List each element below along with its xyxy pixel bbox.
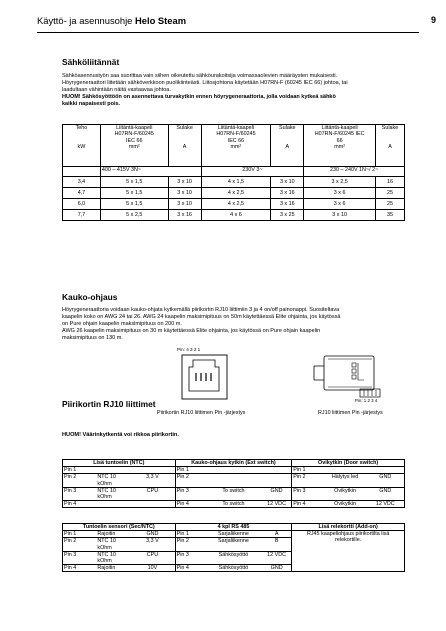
page-number: 9 bbox=[430, 15, 436, 25]
header-rule bbox=[37, 32, 419, 33]
electric-heading: Sähköliitännät bbox=[62, 57, 120, 67]
electric-line: Sähköasennustyön saa suorittaa vain siihen oikeutettu sähköurakoitsija voimassaolevien määräysten mukaisesti. bbox=[62, 73, 338, 79]
plug-caption: RJ10 liittimen Pin -järjestys bbox=[318, 410, 383, 416]
table-row: Pin 1 Pin 1 Pin 1 bbox=[63, 467, 405, 474]
remote-line: maksimipituus on 130 m. bbox=[62, 335, 123, 342]
voltage-cell: 230V 3~ bbox=[201, 167, 304, 177]
ntc-header: Lisä tuntoelin (NTC) bbox=[63, 460, 176, 467]
table-row: Pin 4 Rajoitin 10V Pin 4 Sähkösyöttö GND bbox=[63, 565, 405, 572]
pin-order-label: Pin: 1 2 3 4 bbox=[355, 398, 378, 403]
cable-header: Liitäntä-kaapeli H07RN-F/60245 IEC 66 mm² bbox=[201, 125, 271, 167]
cable-header: Liitäntä-kaapeli H07RN-F/60245 IEC 66 mm² bbox=[100, 125, 168, 167]
addon-description: RJ45 kaapeliohjaus piirikortilta lisä relekortille. bbox=[292, 531, 405, 572]
table-row: Pin 3 NTC 10 kOhm CPU Pin 3 To switch GND Pin 3 Ovikytkin GND bbox=[63, 487, 405, 500]
pin-table-1 bbox=[62, 459, 405, 508]
rs485-header: 4 kpl RS 485 bbox=[175, 524, 292, 531]
rj10-warning: HUOM! Väärinkytkentä voi rikkoa piirikortin. bbox=[62, 432, 179, 438]
remote-text bbox=[62, 307, 419, 342]
addon-header: Lisä relekortti (Add-on) bbox=[292, 524, 405, 531]
remote-line: on Pure ohjain kaapelin maksimipituus on 200 m. bbox=[62, 321, 182, 328]
fuse-header: Sulake A bbox=[376, 125, 405, 167]
electric-line: Höyrygeneraattori liitetään sähköverkkoon puolikiinteästi. Liitosjohtona käytetään H07RN-F (60245 IEC 66) johtoa, tai bbox=[62, 80, 348, 87]
pin-order-label: Pin: 4 3 2 1 bbox=[177, 347, 201, 352]
fuse-header: Sulake A bbox=[168, 125, 201, 167]
rj10-plug-figure bbox=[312, 352, 382, 400]
rj10-heading: Piirikortin RJ10 liittimet bbox=[62, 399, 156, 409]
remote-heading: Kauko-ohjaus bbox=[62, 292, 118, 302]
cable-header: Liitäntä-kaapeli H07RN-F/60245 IEC 66 mm² bbox=[304, 125, 376, 167]
remote-line: AWG 26 kaapelin maksimipituus on 30 m käytettäessä Elite ohjainta, jos käytössä on Pure ohjain kaapelin bbox=[62, 328, 321, 335]
table-row: Pin 3 NTC 10 kOhm CPU Pin 3 Sähkösyöttö 12 VDC bbox=[63, 551, 405, 564]
voltage-cell bbox=[63, 167, 101, 177]
table-row: 6,0 5 x 1,5 3 x 10 4 x 2,5 3 x 16 3 x 6 25 bbox=[63, 199, 405, 210]
table-row: Pin 1 Rajoitin GND Pin 1 Sarjaliikenne A RJ45 kaapeliohjaus piirikortilta lisä relekortille. bbox=[63, 531, 405, 538]
board-socket-caption: Piirikortin RJ10 liittimen Pin -järjestys bbox=[157, 410, 246, 416]
door-switch-header: Ovikytkin (Door switch) bbox=[292, 460, 405, 467]
remote-line: Höyrygeneraattoria voidaan kauko-ohjata kytkemällä piirikortin RJ10 liittimiin 3 ja 4 on/off painonappi. Suositeltava bbox=[62, 307, 340, 313]
board-socket-figure bbox=[175, 354, 235, 404]
table-row: 3,4 5 x 1,5 3 x 10 4 x 1,5 3 x 10 3 x 2,5 16 bbox=[63, 177, 405, 188]
table-row: Pin 2 NTC 10 kOhm 3,3 V Pin 2 Pin 2 Hälytys led GND bbox=[63, 474, 405, 487]
voltage-cell: 230 – 240V 1N~/ 2~ bbox=[304, 167, 405, 177]
electric-warning: HUOM! Sähkösyöttöön on asennettava turvakytkin ennen höyrygeneraattoria, jolla voidaan kytkeä sähkö bbox=[62, 94, 336, 101]
cable-table bbox=[62, 124, 405, 221]
electric-text bbox=[62, 73, 419, 108]
table-row: Pin 4 Pin 4 To switch 12 VDC Pin 4 Ovikytkin 12 VDC bbox=[63, 501, 405, 508]
header-title-prefix: Käyttö- ja asennusohje bbox=[37, 15, 135, 26]
page-header bbox=[37, 15, 436, 29]
power-header: Teho kW bbox=[63, 125, 101, 167]
ext-switch-header: Kauko-ohjaus kytkin (Ext switch) bbox=[175, 460, 292, 467]
table-row: 4,7 5 x 1,5 3 x 10 4 x 2,5 3 x 16 3 x 6 25 bbox=[63, 188, 405, 199]
electric-line: laadultaan vähintään näitä vastaavaa johtoa. bbox=[62, 87, 171, 94]
table-row: Pin 2 NTC 10 kOhm 3,3 V Pin 2 Sarjaliikenne B bbox=[63, 538, 405, 551]
table-row: 7,7 5 x 2,5 3 x 16 4 x 6 3 x 25 3 x 10 35 bbox=[63, 210, 405, 221]
remote-line: kaapelin koko on AWG 24 tai 26. AWG 24 kaapelin maksimipituus on 50m käytettäessä Elite ohjainta, jos käytössä bbox=[62, 314, 341, 321]
electric-warning: kaikki napaisesti pois. bbox=[62, 101, 121, 108]
header-title-product: Helo Steam bbox=[134, 15, 187, 26]
fuse-header: Sulake A bbox=[271, 125, 304, 167]
sensor-header: Tuntoelin sensori (Sec/NTC) bbox=[63, 524, 176, 531]
pin-table-2 bbox=[62, 523, 405, 572]
voltage-cell: 400 – 415V 3N~ bbox=[100, 167, 201, 177]
